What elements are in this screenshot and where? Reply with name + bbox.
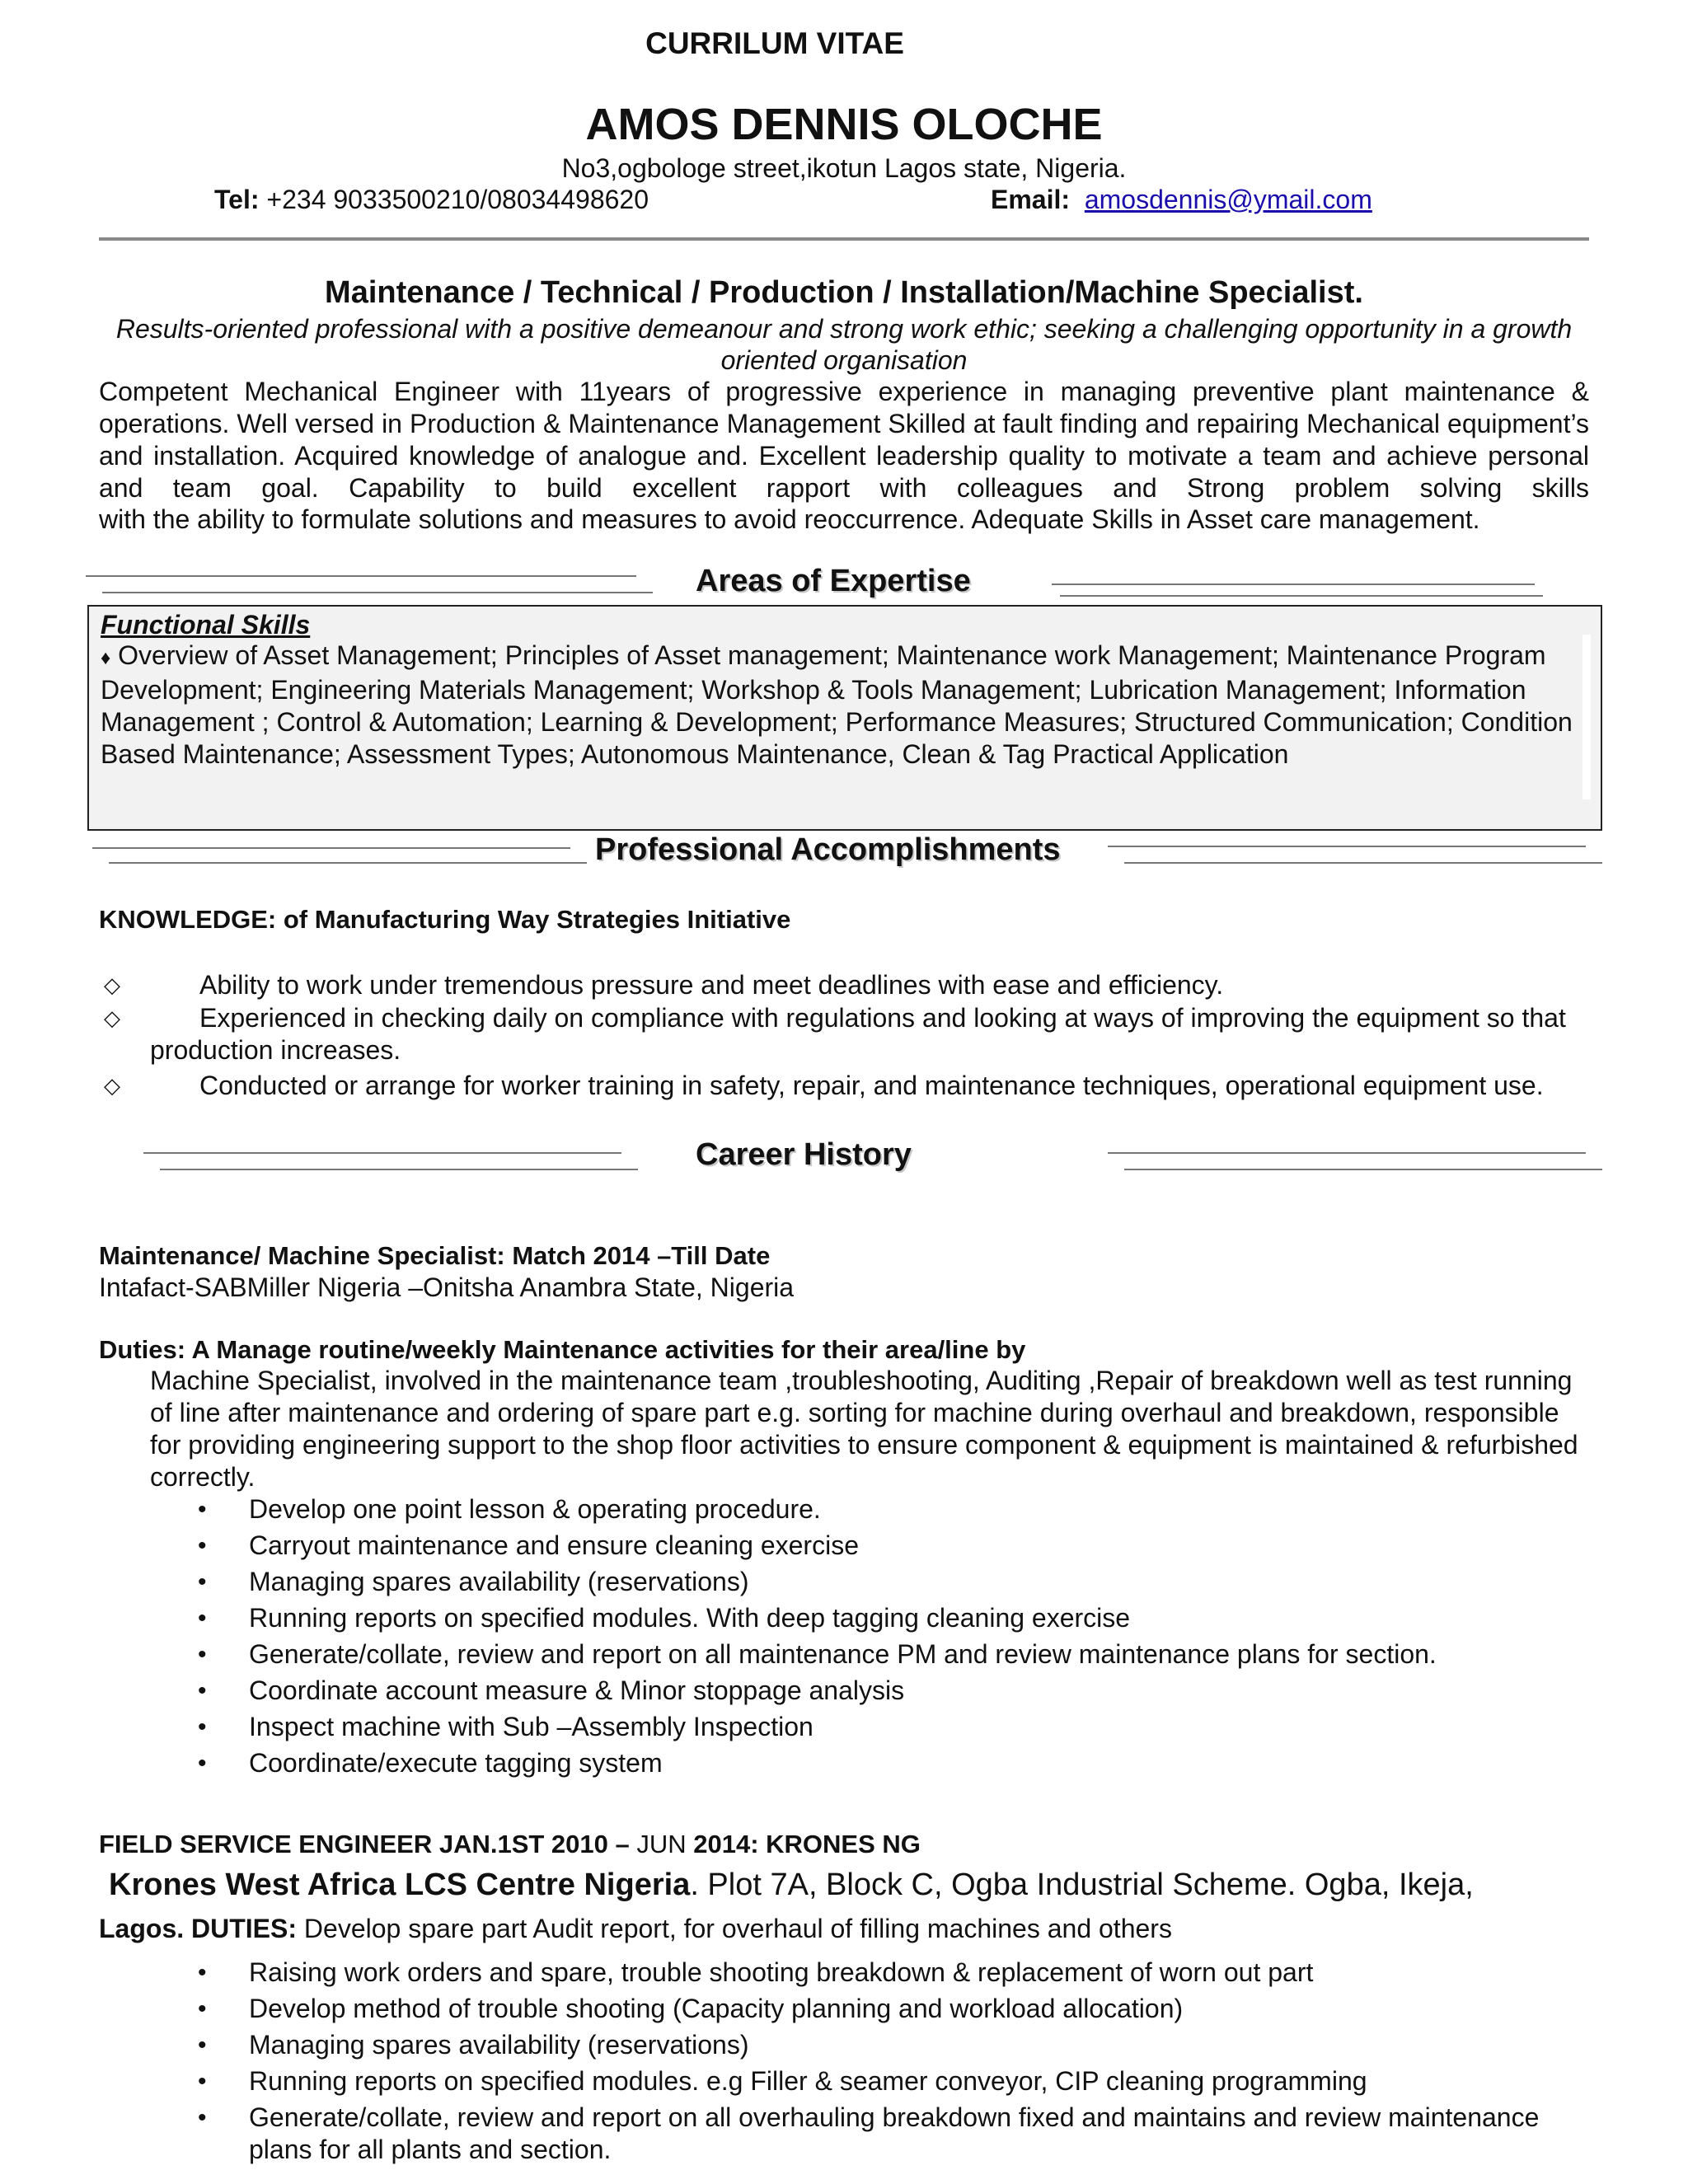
bullet-icon: • <box>198 1496 207 1523</box>
job1-duties-heading: Duties: A Manage routine/weekly Maintenance activities for their area/line by <box>99 1335 1026 1364</box>
job2-duties-text: Develop spare part Audit report, for overhaul of filling machines and others <box>297 1914 1172 1943</box>
list-item <box>198 1493 1582 1526</box>
job2-company-name: Krones West Africa LCS Centre Nigeria <box>109 1868 691 1902</box>
accomplishment-item: Conducted or arrange for worker training in safety, repair, and maintenance techniques, operational equipment use. <box>199 1071 1544 1100</box>
candidate-name: AMOS DENNIS OLOCHE <box>585 100 1103 149</box>
knowledge-heading: KNOWLEDGE: of Manufacturing Way Strategies Initiative <box>99 905 791 934</box>
job2-title-part: FIELD SERVICE ENGINEER JAN.1ST 2010 – <box>99 1830 630 1858</box>
list-item-text: Running reports on specified modules. With deep tagging cleaning exercise <box>249 1603 1131 1633</box>
list-item-text: Generate/collate, review and report on all overhauling breakdown fixed and maintains and review maintenance plans for all plants and section. <box>249 2102 1540 2164</box>
bullet-icon: • <box>198 2032 207 2059</box>
job2-title <box>99 1830 921 1859</box>
section-rule <box>102 592 653 593</box>
profile-summary: Competent Mechanical Engineer with 11years of progressive experience in managing preventive plant maintenance & operations. Well versed in Production & Maintenance Management Skilled at fault finding and repairing Mechanical equipment’s and installation. Acquired knowledge of analogue and. Excellent leadership quality to motivate a team and achieve personal and team goal. Capability to build excellent rapport with colleagues and Strong problem solving skills <box>99 377 1589 503</box>
profile-headline: Maintenance / Technical / Production / Installation/Machine Specialist. <box>325 275 1363 310</box>
accomplishment-item: Experienced in checking daily on compliance with regulations and looking at ways of improving the equipment so that production increases. <box>150 1003 1566 1065</box>
tel-value: +234 9033500210/08034498620 <box>259 185 649 214</box>
bullet-icon: • <box>198 1959 207 1986</box>
bullet-icon: • <box>198 2068 207 2095</box>
list-item-text: Managing spares availability (reservations) <box>249 2030 749 2060</box>
bullet-icon: • <box>198 1532 207 1559</box>
job1-title: Maintenance/ Machine Specialist: Match 2014 –Till Date <box>99 1241 771 1270</box>
section-rule <box>92 847 570 849</box>
list-item-text: Raising work orders and spare, trouble shooting breakdown & replacement of worn out part <box>249 1957 1314 1987</box>
accomplishment-item: Ability to work under tremendous pressure and meet deadlines with ease and efficiency. <box>199 970 1224 1000</box>
hollow-diamond-icon: ◇ <box>104 1005 120 1030</box>
section-title-career: Career History <box>696 1137 912 1172</box>
job2-duty-list <box>198 1957 1582 2170</box>
job2-title-part: 2014: KRONES NG <box>693 1830 921 1858</box>
job1-duty-list <box>198 1493 1582 1783</box>
tel-label: Tel: <box>214 185 260 214</box>
list-item-text: Develop one point lesson & operating procedure. <box>249 1494 821 1524</box>
bullet-icon: • <box>198 1568 207 1596</box>
document-title: CURRILUM VITAE <box>645 26 904 60</box>
header-divider <box>99 237 1589 241</box>
job2-company-address: . Plot 7A, Block C, Ogba Industrial Scheme. Ogba, Ikeja, <box>690 1868 1474 1902</box>
list-item <box>198 1530 1582 1562</box>
section-rule <box>1124 1169 1602 1170</box>
bullet-icon: • <box>198 1605 207 1632</box>
list-item <box>198 1638 1582 1671</box>
section-rule <box>160 1169 638 1170</box>
list-item <box>198 2102 1582 2166</box>
section-rule <box>1052 583 1535 585</box>
list-item-text: Inspect machine with Sub –Assembly Inspection <box>249 1712 814 1741</box>
bullet-icon: • <box>198 1750 207 1777</box>
list-item <box>198 1747 1582 1779</box>
list-item-text: Running reports on specified modules. e.g Filler & seamer conveyor, CIP cleaning programming <box>249 2066 1367 2096</box>
bullet-icon: • <box>198 1713 207 1741</box>
section-rule <box>86 575 636 577</box>
bullet-icon: • <box>198 1641 207 1668</box>
list-item <box>198 2065 1582 2097</box>
job1-duties-text: Machine Specialist, involved in the maintenance team ,troubleshooting, Auditing ,Repair of breakdown well as test running of line after maintenance and ordering of spare part e.g. sorting for machine during overhaul and breakdown, responsible for providing engineering support to the shop floor activities to ensure component & equipment is maintained & refurbished correctly. <box>150 1366 1578 1492</box>
section-rule <box>1060 595 1543 597</box>
bullet-icon: • <box>198 1995 207 2022</box>
list-item <box>198 1993 1582 2025</box>
profile-summary-last-line: with the ability to formulate solutions and measures to avoid reoccurrence. Adequate Skills in Asset care management. <box>99 504 1480 534</box>
job2-company <box>109 1868 1474 1903</box>
list-item-text: Carryout maintenance and ensure cleaning exercise <box>249 1530 859 1560</box>
list-item-text: Generate/collate, review and report on all maintenance PM and review maintenance plans for section. <box>249 1639 1437 1669</box>
job2-duties-label: Lagos. DUTIES: <box>99 1914 298 1943</box>
section-rule <box>143 1152 621 1154</box>
functional-skills-text <box>101 640 1584 771</box>
section-rule <box>1108 1152 1586 1154</box>
email-link[interactable]: amosdennis@ymail.com <box>1084 185 1372 214</box>
list-item-text: Develop method of trouble shooting (Capacity planning and workload allocation) <box>249 1994 1184 2023</box>
address: No3,ogbologe street,ikotun Lagos state, Nigeria. <box>561 153 1127 183</box>
functional-skills-body: Overview of Asset Management; Principles of Asset management; Maintenance work Management; Maintenance Program Development; Engineering Materials Management; Workshop & Tools Management; Lubrication Management; Information Management ; Control & Automation; Learning & Development; Performance Measures; Structured Communication; Condition Based Maintenance; Assessment Types; Autonomous Maintenance, Clean & Tag Practical Application <box>101 640 1573 769</box>
email-label: Email: <box>991 185 1071 214</box>
list-item <box>198 1711 1582 1743</box>
job2-duties <box>99 1914 1172 1944</box>
list-item <box>198 1602 1582 1634</box>
bullet-icon: • <box>198 2104 207 2131</box>
list-item-text: Managing spares availability (reservations) <box>249 1567 749 1596</box>
list-item-text: Coordinate account measure & Minor stoppage analysis <box>249 1675 905 1705</box>
bullet-icon: • <box>198 1677 207 1704</box>
list-item <box>198 1957 1582 1989</box>
section-rule <box>109 862 587 864</box>
job1-company: Intafact-SABMiller Nigeria –Onitsha Anambra State, Nigeria <box>99 1272 795 1302</box>
section-title-accomplishments: Professional Accomplishments <box>595 832 1061 867</box>
profile-tagline: Results-oriented professional with a positive demeanour and strong work ethic; seeking a challenging opportunity in a growth oriented organisation <box>115 314 1573 375</box>
list-item-text: Coordinate/execute tagging system <box>249 1748 663 1778</box>
list-item <box>198 1675 1582 1707</box>
hollow-diamond-icon: ◇ <box>104 972 120 997</box>
list-item <box>198 2029 1582 2061</box>
list-item <box>198 1566 1582 1598</box>
section-rule <box>1124 862 1602 864</box>
diamond-bullet-icon: ♦ <box>101 647 111 669</box>
job2-title-part: JUN <box>629 1830 694 1858</box>
email <box>991 185 1372 215</box>
section-title-expertise: Areas of Expertise <box>696 564 971 598</box>
telephone <box>214 185 649 215</box>
functional-skills-heading: Functional Skills <box>101 610 311 640</box>
section-rule <box>1108 846 1586 847</box>
hollow-diamond-icon: ◇ <box>104 1073 120 1098</box>
